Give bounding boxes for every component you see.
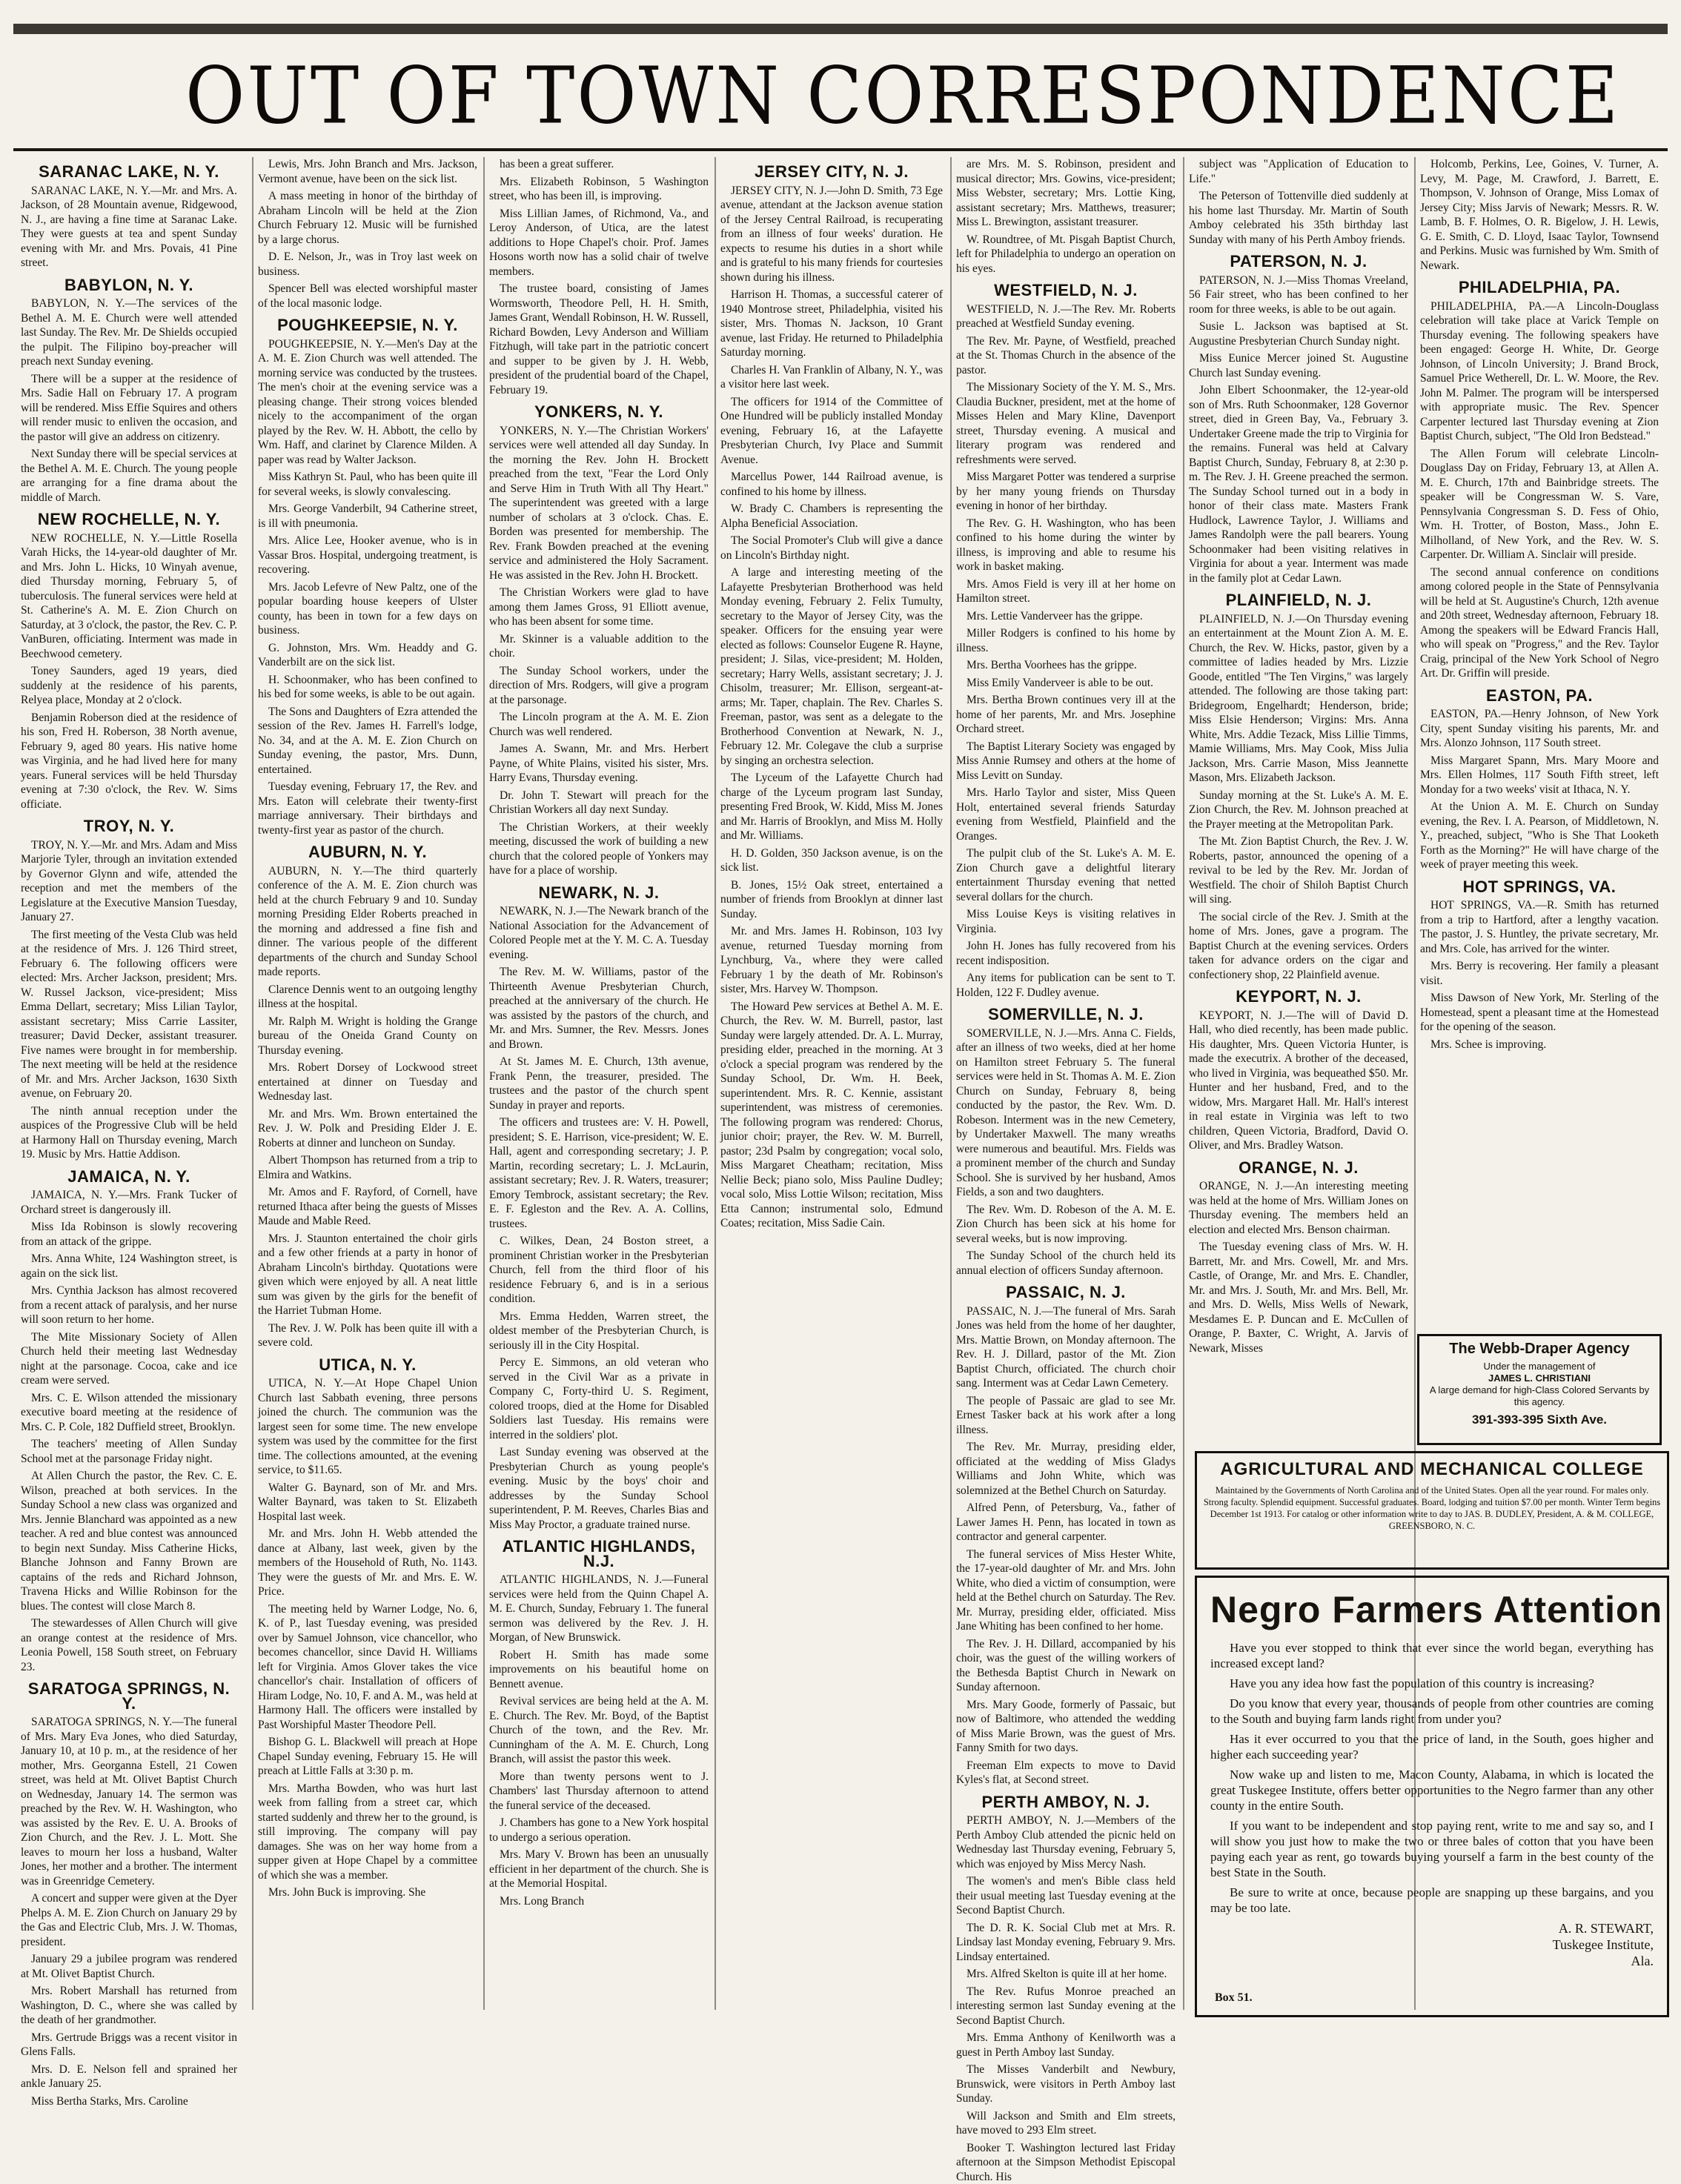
news-item: The Missionary Society of the Y. M. S., Mrs. Claudia Buckner, president, met at the home of Misses Helen and Mary Kline, Davenport street, Thursday evening. A musical and literary program was rendered and refreshments were served. <box>956 380 1176 467</box>
news-item: The women's and men's Bible class held their usual meeting last Tuesday evening at the Second Baptist Church. <box>956 1874 1176 1918</box>
news-item: Miss Dawson of New York, Mr. Sterling of the Homestead, spent a pleasant time at the Homestead for the opening of the season. <box>1420 991 1659 1035</box>
news-item: A large and interesting meeting of the Lafayette Presbyterian Brotherhood was held Monday evening, February 2. Felix Tumulty, secretary to the Mayor of Jersey City, was the speaker. Officers for the ensuing year were elected as follows: Counselor Eugene R. Hayne, president; J. Silas, vice-president; M. Holden, secretary; Harry Wells, assistant secretary; J. J. Chisolm, treasurer; Mr. Ellison, sergeant-at-arms; Mr. Taper, chaplain. The Rev. Charles S. Freeman, pastor, was sent as a delegate to the Brotherhood Convention at Newark, N. J., February 12. Mr. Colegave the club a surprise by singing an orchestra selection. <box>720 565 943 768</box>
news-item: ORANGE, N. J.—An interesting meeting was held at the home of Mrs. William Jones on Thursday evening. The members held an election and elected Mrs. Benson chairman. <box>1189 1179 1408 1237</box>
news-item: The funeral services of Miss Hester White, the 17-year-old daughter of Mr. and Mrs. John White, who died a victim of consumption, were held at the Bethel church on Saturday. The Rev. Mr. Murray, presiding elder, officiated. Miss Jane Whiting has been confined to her home. <box>956 1547 1176 1634</box>
news-item: Miss Margaret Potter was tendered a surprise by her many young friends on Thursday evening in honor of her birthday. <box>956 470 1176 514</box>
news-item: Mrs. Berry is recovering. Her family a pleasant visit. <box>1420 959 1659 988</box>
ad-address: 391-393-395 Sixth Ave. <box>1424 1413 1655 1427</box>
news-item: Miller Rodgers is confined to his home by illness. <box>956 626 1176 655</box>
news-item: Mr. and Mrs. Wm. Brown entertained the Rev. J. W. Polk and Presiding Elder J. E. Roberts at dinner and luncheon on Sunday. <box>258 1107 477 1151</box>
news-item: SOMERVILLE, N. J.—Mrs. Anna C. Fields, after an illness of two weeks, died at her home on Hamilton street February 5. The funeral services were held in St. Thomas A. M. E. Zion Church on Sunday, February 8, being conducted by the pastor, the Rev. Wm. D. Robeson. Interment was in the new Cemetery, by Undertaker Maxwell. The many wreaths were numerous and beautiful. Mrs. Fields was a prominent member of the church and Sunday School. She is survived by her husband, Amos Fields, a son and two daughters. <box>956 1026 1176 1200</box>
ad-title: AGRICULTURAL AND MECHANICAL COLLEGE <box>1203 1459 1661 1480</box>
news-item: Mrs. Emma Hedden, Warren street, the oldest member of the Presbyterian Church, is seriously ill in the City Hospital. <box>489 1310 709 1353</box>
news-item: The Rev. J. H. Dillard, accompanied by his choir, was the guest of the willing workers of the Bethesda Baptist Church in Newark on Sunday afternoon. <box>956 1637 1176 1695</box>
news-item: Charles H. Van Franklin of Albany, N. Y., was a visitor here last week. <box>720 363 943 392</box>
signature-name: A. R. STEWART, <box>1210 1920 1654 1936</box>
section-heading: SARANAC LAKE, N. Y. <box>21 165 237 179</box>
news-item: The officers for 1914 of the Committee of One Hundred will be publicly installed Monday evening, February 16, at the Lafayette Presbyterian Church, Ivy Place and Summit Avenue. <box>720 395 943 468</box>
section-heading: PLAINFIELD, N. J. <box>1189 593 1408 608</box>
ad-title: Negro Farmers Attention <box>1210 1588 1654 1631</box>
news-item: Mrs. J. Staunton entertained the choir girls and a few other friends at a party in honor of Abraham Lincoln's birthday. Quotations were given which were enjoyed by all. A neat little sum was given by the girls for the benefit of the Harriet Tubman Home. <box>258 1232 477 1318</box>
news-item: Miss Louise Keys is visiting relatives in Virginia. <box>956 907 1176 936</box>
news-item: The pulpit club of the St. Luke's A. M. E. Zion Church gave a delightful literary entertainment Thursday evening that netted several dollars for the church. <box>956 846 1176 904</box>
ad-body <box>1210 1640 1654 1916</box>
news-item: subject was "Application of Education to Life." <box>1189 157 1408 186</box>
news-item: The Sunday School workers, under the direction of Mrs. Rodgers, will give a program at the parsonage. <box>489 664 709 708</box>
news-item: The people of Passaic are glad to see Mr. Ernest Tasker back at his work after a long illness. <box>956 1394 1176 1438</box>
news-item: PLAINFIELD, N. J.—On Thursday evening an entertainment at the Mount Zion A. M. E. Church, the Rev. W. Hicks, pastor, given by a committee of ladies headed by Mrs. Lizzie Goode, entitled "The Ten Virgins," was largely attended. The following are those taking part: Bridegroom, Engelhardt; Henderson, bride; Miss Elsie Henderson; Virgins: Mrs. Anna White, Mrs. Addie Tezack, Miss Lillie Timms, Mamie Williams, Mrs. May Cook, Miss Julia Jackson, Mrs. Carrie Mason, Miss Jeannette Mason, Mrs. Elizabeth Jackson. <box>1189 612 1408 786</box>
section-heading: TROY, N. Y. <box>21 819 237 834</box>
news-item: The Rev. J. W. Polk has been quite ill with a severe cold. <box>258 1321 477 1350</box>
news-item: The Allen Forum will celebrate Lincoln-Douglass Day on Friday, February 13, at Allen A. M. E. Church, 17th and Bainbridge streets. The speaker will be Congressman W. S. Vare, Pennsylvania Congressman S. D. Fess of Ohio, Wm. H. Trotter, of Boston, Mass., John E. Milholland, of New York, and the Rev. W. S. Carpenter. Dr. William A. Sinclair will preside. <box>1420 447 1659 562</box>
news-item: Miss Emily Vanderveer is able to be out. <box>956 676 1176 691</box>
signature-state: Ala. <box>1210 1953 1654 1969</box>
news-item: Next Sunday there will be special services at the Bethel A. M. E. Church. The young people are arranging for a fine drama about the middle of March. <box>21 447 237 505</box>
column-separator <box>714 157 716 2010</box>
news-item: Mr. and Mrs. James H. Robinson, 103 Ivy avenue, returned Tuesday morning from Lynchburg, Va., where they were called February 1 by the death of Mr. Robinson's sister, Mrs. Harvey W. Thompson. <box>720 924 943 997</box>
news-item: Clarence Dennis went to an outgoing lengthy illness at the hospital. <box>258 983 477 1012</box>
section-heading: PHILADELPHIA, PA. <box>1420 280 1659 295</box>
news-item: Mrs. Robert Marshall has returned from Washington, D. C., where she was called by the death of her grandmother. <box>21 1984 237 2028</box>
section-heading: PATERSON, N. J. <box>1189 254 1408 269</box>
section-heading: NEWARK, N. J. <box>489 886 709 900</box>
news-item: The Sons and Daughters of Ezra attended the session of the Rev. James H. Farrell's lodge, No. 34, and at the A. M. E. Zion Church on Sunday evening, the pastor, Mrs. Dunn, entertained. <box>258 705 477 777</box>
news-item: James A. Swann, Mr. and Mrs. Herbert Payne, of White Plains, visited his sister, Mrs. Harry Evans, Thursday evening. <box>489 742 709 786</box>
column-separator <box>950 157 952 2010</box>
news-item: UTICA, N. Y.—At Hope Chapel Union Church last Sabbath evening, three persons joined the church. The communion was the largest seen for some time. The new envelope system was used by the committee for the first time. The collections amounted, at the evening service, to $11.65. <box>258 1376 477 1478</box>
news-item: Mrs. Jacob Lefevre of New Paltz, one of the popular boarding house keepers of Ulster county, has been in town for a few days on business. <box>258 580 477 638</box>
news-item: KEYPORT, N. J.—The will of David D. Hall, who died recently, has been made public. His daughter, Mrs. Queen Victoria Hunter, is made the executrix. A brother of the deceased, who lived in Virginia, was bequeathed $50. Mr. Hunter and her husband, Fred, and to the widow, Mrs. Margaret Hall. Mr. Hall's interest in real estate in Virginia was left to two children, Queen Victoria, Bradford, David O. Oliver, and Mrs. Bradley Watson. <box>1189 1009 1408 1153</box>
ad-box-number: Box 51. <box>1215 1991 1253 2005</box>
news-item: The Tuesday evening class of Mrs. W. H. Barrett, Mr. and Mrs. Cowell, Mr. and Mrs. Castle, of Orange, Mr. and Mrs. E. Chandler, Mr. and Mrs. J. South, Mr. and Mrs. Bell, Mr. and Mrs. D. Wells, Miss Wells of Newark, Mesdames E. P. Duncan and E. McCullen of Orange, P. Baxter, C. Wright, A. Jarvis of Newark, Misses <box>1189 1240 1408 1355</box>
news-item: The social circle of the Rev. J. Smith at the home of Mrs. Jones, gave a program. The Baptist Church at the evening services. Orders taken for advance orders on the cigar and confectionery shop, 22 Plainfield avenue. <box>1189 910 1408 983</box>
news-item: Mrs. John Buck is improving. She <box>258 1885 477 1900</box>
news-item: Mrs. Gertrude Briggs was a recent visitor in Glens Falls. <box>21 2031 237 2059</box>
news-item: EASTON, PA.—Henry Johnson, of New York City, spent Sunday visiting his parents, Mr. and Mrs. Alonzo Johnson, 117 South street. <box>1420 707 1659 751</box>
news-item: January 29 a jubilee program was rendered at Mt. Olivet Baptist Church. <box>21 1952 237 1981</box>
news-item: J. Chambers has gone to a New York hospital to undergo a serious operation. <box>489 1816 709 1845</box>
ad-paragraph: Have you any idea how fast the population of this country is increasing? <box>1210 1676 1654 1691</box>
news-item: are Mrs. M. S. Robinson, president and musical director; Mrs. Gowins, vice-president; Miss Webster, secretary; Mrs. Lottie King, assistant secretary; Mrs. Matthews, treasurer; Miss L. Brewington, assistant treasurer. <box>956 157 1176 230</box>
ad-paragraph: Be sure to write at once, because people are snapping up these bargains, and you may be too late. <box>1210 1885 1654 1916</box>
ad-paragraph: Has it ever occurred to you that the price of land, in the South, goes higher and higher each succeeding year? <box>1210 1731 1654 1762</box>
news-item: John H. Jones has fully recovered from his recent indisposition. <box>956 939 1176 968</box>
news-item: Sunday morning at the St. Luke's A. M. E. Zion Church, the Rev. M. Johnson preached at the Prayer meeting at the Metropolitan Park. <box>1189 789 1408 832</box>
column-1 <box>21 157 237 2017</box>
news-item: AUBURN, N. Y.—The third quarterly conference of the A. M. E. Zion church was held at the church February 9 and 10. Sunday morning Presiding Elder Roberts preached in the morning and addressed a fine fish and dinner. The various people of the different departments of the church and Sunday School made reports. <box>258 864 477 980</box>
news-item: The Rev. Mr. Payne, of Westfield, preached at the St. Thomas Church in the absence of the pastor. <box>956 334 1176 378</box>
news-item: The Christian Workers, at their weekly meeting, discussed the work of building a new church that the colored people of Yonkers may have for a place of worship. <box>489 820 709 878</box>
news-item: Holcomb, Perkins, Lee, Goines, V. Turner, A. Levy, M. Page, M. Crawford, J. Barrett, E. Thompson, V. Johnson of Orange, Miss Lomax of Jersey City; Miss Jarvis of Newark; Messrs. R. W. Lamb, B. F. Holmes, O. R. Bigelow, J. H. Lewis, G. E. Smith, C. D. Lloyd, Isaac Taylor, Townsend and Perkins. Music was furnished by Wm. Smith of Newark. <box>1420 157 1659 273</box>
ad-paragraph: Now wake up and listen to me, Macon County, Alabama, in which is located the great Tuskegee Institute, offers better opportunities to the Negro farmer than any other county in the entire South. <box>1210 1767 1654 1813</box>
news-item: Miss Ida Robinson is slowly recovering from an attack of the grippe. <box>21 1220 237 1249</box>
news-item: John Elbert Schoonmaker, the 12-year-old son of Mrs. Ruth Schoonmaker, 128 Governor street, died in Green Bay, Va., February 3. Undertaker Greene made the trip to Virginia for the remains. Funeral was held at Calvary Baptist Church, Sunday, February 8, at 2:30 p. m. The Rev. J. H. Greene preached the sermon. The Sunday School turned out in a body in honor of their class mate. Masters Frank Hudlock, Lawrence Taylor, J. Williams and James Randolph were the pall bearers. Young Schoonmaker had been visiting relatives in Virginia for about a year. Interment was made in the family plot at Cedar Lawn. <box>1189 383 1408 585</box>
section-heading: AUBURN, N. Y. <box>258 845 477 860</box>
section-heading: JERSEY CITY, N. J. <box>720 165 943 179</box>
news-item: Susie L. Jackson was baptised at St. Augustine Presbyterian Church Sunday night. <box>1189 319 1408 348</box>
news-item: Will Jackson and Smith and Elm streets, have moved to 293 Elm street. <box>956 2109 1176 2138</box>
column-separator <box>483 157 485 2010</box>
news-item: Mrs. C. E. Wilson attended the missionary executive board meeting at the residence of Mrs. C. P. Cole, 182 Duffield street, Brooklyn. <box>21 1391 237 1435</box>
news-item: Bishop G. L. Blackwell will preach at Hope Chapel Sunday evening, February 15. He will preach at Little Falls at 3:30 p. m. <box>258 1735 477 1779</box>
news-item: B. Jones, 15½ Oak street, entertained a number of friends from Brooklyn at dinner last Sunday. <box>720 878 943 922</box>
news-item: Mrs. George Vanderbilt, 94 Catherine street, is ill with pneumonia. <box>258 502 477 531</box>
news-item: The Social Promoter's Club will give a dance on Lincoln's Birthday night. <box>720 534 943 562</box>
news-item: PHILADELPHIA, PA.—A Lincoln-Douglass celebration will take place at Varick Temple on Thursday evening. The following speakers have been engaged: George H. White, Dr. George Johnson, of Lincoln University; J. Brand Brock, Samuel Price Wetherell, Dr. L. W. Moore, the Rev. John M. Palmer. The program will be interspersed with appropriate music. The Rev. Spencer Carpenter lectured last Thursday evening at Zion Baptist Church, subject, "The Old Iron Bedstead." <box>1420 299 1659 444</box>
ad-paragraph: Have you ever stopped to think that ever since the world began, everything has increased except land? <box>1210 1640 1654 1671</box>
news-item: TROY, N. Y.—Mr. and Mrs. Adam and Miss Marjorie Tyler, through an invitation extended by Governor Glynn and wife, attended the reception and met the members of the Legislature at the Executive Mansion Tuesday, January 27. <box>21 838 237 925</box>
news-item: C. Wilkes, Dean, 24 Boston street, a prominent Christian worker in the Presbyterian Church, fell from the third floor of his residence February 6, and is in a serious condition. <box>489 1234 709 1307</box>
column-separator <box>252 157 253 2010</box>
news-item: Revival services are being held at the A. M. E. Church. The Rev. Mr. Boyd, of the Baptist Church of the town, and the Rev. Mr. Cunningham of the A. M. E. Church, Long Branch, will assist the pastor this week. <box>489 1694 709 1767</box>
news-item: Lewis, Mrs. John Branch and Mrs. Jackson, Vermont avenue, have been on the sick list. <box>258 157 477 186</box>
column-5 <box>956 157 1176 2017</box>
news-item: The Rev. Mr. Murray, presiding elder, officiated at the wedding of Miss Gladys Williams and John White, which was solemnized at the Bethel Church on Saturday. <box>956 1440 1176 1498</box>
news-item: D. E. Nelson, Jr., was in Troy last week on business. <box>258 250 477 279</box>
news-item: The Howard Pew services at Bethel A. M. E. Church, the Rev. W. M. Burrell, pastor, last Sunday were largely attended. Dr. A. L. Murray, presiding elder, preached in the morning. At 3 o'clock a special program was rendered by the Sunday School, Dr. Wm. H. Beek, superintendent. Mrs. R. C. Kennie, assistant superintendent, was mistress of ceremonies. The following program was rendered: Chorus, junior choir; prayer, the Rev. W. M. Burrell, pastor; 23d Psalm by congregation; vocal solo, Miss Margaret Cheatham; recitation, Miss Nellie Beck; piano solo, Miss Pauline Dudley; vocal solo, Miss Lottie Wilson; recitation, Miss Etta Cannon; instrumental solo, Edmund Coates; recitation, Miss Sadie Cain. <box>720 1000 943 1231</box>
news-item: W. Brady C. Chambers is representing the Alpha Beneficial Association. <box>720 502 943 531</box>
column-2 <box>258 157 477 2017</box>
news-item: H. Schoonmaker, who has been confined to his bed for some weeks, is able to be out again. <box>258 673 477 702</box>
news-item: Robert H. Smith has made some improvements on his beautiful home on Bennett avenue. <box>489 1648 709 1692</box>
news-item: The Baptist Literary Society was engaged by Miss Annie Rumsey and others at the home of Miss Levitt on Sunday. <box>956 740 1176 783</box>
section-heading: WESTFIELD, N. J. <box>956 283 1176 298</box>
section-heading: YONKERS, N. Y. <box>489 405 709 419</box>
news-item: Miss Bertha Starks, Mrs. Caroline <box>21 2094 237 2109</box>
news-item: The Rev. G. H. Washington, who has been confined to his home during the winter by illness, is improving and able to resume his work in basket making. <box>956 517 1176 574</box>
news-item: Mrs. Alfred Skelton is quite ill at her home. <box>956 1967 1176 1982</box>
ad-paragraph: Do you know that every year, thousands of people from other countries are coming to the South and buying farm lands right from under you? <box>1210 1696 1654 1727</box>
news-item: The ninth annual reception under the auspices of the Progressive Club will be held at Harmony Hall on Thursday evening, March 19. Music by Mrs. Hattie Addison. <box>21 1104 237 1162</box>
news-item: Mrs. Martha Bowden, who was hurt last week from falling from a street car, which started suddenly and threw her to the ground, is still improving. The company will pay damages. She was on her way home from a supper given at Hope Chapel by a committee of which she was a member. <box>258 1782 477 1883</box>
news-item: Mrs. Schee is improving. <box>1420 1038 1659 1052</box>
section-heading: PERTH AMBOY, N. J. <box>956 1795 1176 1810</box>
ad-description: A large demand for high-Class Colored Servants by this agency. <box>1424 1384 1655 1408</box>
news-item: The D. R. K. Social Club met at Mrs. R. Lindsay last Monday evening, February 9. Mrs. Lindsay entertained. <box>956 1921 1176 1965</box>
signature-place: Tuskegee Institute, <box>1210 1936 1654 1953</box>
news-item: Mrs. Long Branch <box>489 1894 709 1909</box>
news-item: Marcellus Power, 144 Railroad avenue, is confined to his home by illness. <box>720 470 943 499</box>
section-heading: SOMERVILLE, N. J. <box>956 1007 1176 1022</box>
news-item: Any items for publication can be sent to T. Holden, 122 F. Dudley avenue. <box>956 971 1176 1000</box>
news-item: Booker T. Washington lectured last Friday afternoon at the Simpson Methodist Episcopal Church. His <box>956 2141 1176 2184</box>
news-item: YONKERS, N. Y.—The Christian Workers' services were well attended all day Sunday. In the morning the Rev. John H. Brockett preached from the text, "Fear the Lord Only and Serve Him in Truth With all Thy Heart." The superintendent was greeted with a large number of scholars at 3 o'clock. Chas. E. Borden was presented for membership. The Rev. Frank Bowden preached at the evening service and administered the Holy Sacrament. He was assisted in the Rev. John H. Brockett. <box>489 424 709 583</box>
news-item: Mrs. Mary Goode, formerly of Passaic, but now of Baltimore, who attended the wedding of Miss Marie Brown, was the guest of Mrs. Fanny Smith for two days. <box>956 1698 1176 1756</box>
masthead: OUT OF TOWN CORRESPONDENCE <box>185 48 1512 145</box>
news-item: G. Johnston, Mrs. Wm. Headdy and G. Vanderbilt are on the sick list. <box>258 641 477 670</box>
agricultural-college-ad <box>1195 1451 1669 1570</box>
news-item: Dr. John T. Stewart will preach for the Christian Workers all day next Sunday. <box>489 789 709 817</box>
column-7 <box>1420 157 1659 1076</box>
news-item: The Rev. M. W. Williams, pastor of the Thirteenth Avenue Presbyterian Church, preached at the anniversary of the church. He was assisted by the pastors of the church, and Mr. and Mrs. Sumner, the Rev. Messrs. Jones and Brown. <box>489 965 709 1052</box>
news-item: Mr. and Mrs. John H. Webb attended the dance at Albany, last week, given by the members of the Household of Ruth, No. 1143. They were the guests of Mr. and Mrs. E. W. Price. <box>258 1527 477 1599</box>
section-heading: ATLANTIC HIGHLANDS, N.J. <box>489 1539 709 1568</box>
ad-paragraph: If you want to be independent and stop paying rent, write to me and say so, and I will show you just how to make the two or three bales of cotton that you have been paying each year as rent, go towards buying yourself a farm in the best county of the best State in the South. <box>1210 1818 1654 1880</box>
news-item: PERTH AMBOY, N. J.—Members of the Perth Amboy Club attended the picnic held on Wednesday last Thursday evening, February 5, which was enjoyed by Miss Mercy Nash. <box>956 1813 1176 1871</box>
news-item: Last Sunday evening was observed at the Presbyterian Church as young people's evening. Music by the boys' choir and addresses by the Sunday School superintendent, P. M. Reeves, Charles Bias and Miss May Proctor, a graduate trained nurse. <box>489 1445 709 1532</box>
news-item: At Allen Church the pastor, the Rev. C. E. Wilson, preached at both services. In the Sunday School a new class was organized and Mrs. Jennie Blanchard was appointed as a new teacher. A red and blue contest was announced to begin next Sunday. Miss Catherine Hicks, Blanche Johnson and Fanny Brown are captains of the reds and Richard Johnson, Travena Hicks and Willie Robinson for the blues. The contest will close March 8. <box>21 1469 237 1613</box>
news-item: Miss Eunice Mercer joined St. Augustine Church last Sunday evening. <box>1189 351 1408 380</box>
masthead-rule <box>13 148 1668 151</box>
column-4 <box>720 157 943 2017</box>
news-item: The Lincoln program at the A. M. E. Zion Church was well rendered. <box>489 710 709 739</box>
ad-manager: JAMES L. CHRISTIANI <box>1424 1373 1655 1384</box>
news-item: Mr. Ralph M. Wright is holding the Grange bureau of the Oneida Grand County on Thursday evening. <box>258 1015 477 1058</box>
news-item: The Sunday School of the church held its annual election of officers Sunday afternoon. <box>956 1249 1176 1278</box>
news-item: The Rev. Rufus Monroe preached an interesting sermon last Sunday evening at the Second Baptist Church. <box>956 1985 1176 2028</box>
news-item: PASSAIC, N. J.—The funeral of Mrs. Sarah Jones was held from the home of her daughter, Mrs. Mattie Brown, on Monday afternoon. The Rev. H. J. Dillard, pastor of the Mt. Zion Baptist Church, officiated. The church choir sang. Interment was at Cedar Lawn Cemetery. <box>956 1304 1176 1391</box>
news-item: At St. James M. E. Church, 13th avenue, Frank Penn, the treasurer, presided. The trustees and the pastor of the church spent Sunday in prayer and reports. <box>489 1055 709 1112</box>
news-item: The stewardesses of Allen Church will give an orange contest at the residence of Mrs. Leonia Powell, 158 South street, on February 23. <box>21 1616 237 1674</box>
news-item: Mrs. Anna White, 124 Washington street, is again on the sick list. <box>21 1252 237 1281</box>
news-item: Freeman Elm expects to move to David Kyles's flat, at Second street. <box>956 1759 1176 1788</box>
top-rule <box>13 24 1668 34</box>
section-heading: POUGHKEEPSIE, N. Y. <box>258 318 477 333</box>
news-item: Mrs. Cynthia Jackson has almost recovered from a recent attack of paralysis, and her nurse will soon return to her home. <box>21 1284 237 1327</box>
webb-draper-ad <box>1417 1334 1662 1445</box>
section-heading: ORANGE, N. J. <box>1189 1161 1408 1175</box>
ad-text: Maintained by the Governments of North Carolina and of the United States. Open all the year round. For males only. Strong faculty. Splendid equipment. Successful graduates. Board, lodging and tuition $7.00 per month. Winter Term begins December 1st 1913. For catalog or other information write to day to JAS. B. DUDLEY, President, A. & M. COLLEGE, GREENSBORO, N. C. <box>1203 1484 1661 1532</box>
news-item: The second annual conference on conditions among colored people in the State of Pennsylvania will be held at St. Augustine's Church, 12th avenue and 20th street, Wednesday afternoon, February 18. Among the speakers will be Edward Francis Hall, who will speak on "Progress," and the Rev. Taylor Craig, principal of the New York School of Negro Art. Dr. Griffin will preside. <box>1420 565 1659 681</box>
news-item: Miss Kathryn St. Paul, who has been quite ill for several weeks, is slowly convalescing. <box>258 470 477 499</box>
news-item: Mr. Amos and F. Rayford, of Cornell, have returned Ithaca after being the guests of Misses Maude and Mable Reed. <box>258 1185 477 1229</box>
news-item: NEW ROCHELLE, N. Y.—Little Rosella Varah Hicks, the 14-year-old daughter of Mr. and Mrs. John L. Hicks, 10 Winyah avenue, died Thursday morning, February 5, of tuberculosis. The funeral services were held at St. Catherine's A. M. E. Zion Church on Saturday, at 3 o'clock, the pastor, the Rev. C. P. VanBuren, officiating. Interment was made in Beechwood cemetery. <box>21 531 237 662</box>
news-item: The meeting held by Warner Lodge, No. 6, K. of P., last Tuesday evening, was presided over by Samuel Johnson, vice chancellor, who becomes chancellor, since David H. Williams left for Virginia. Amos Glover takes the vice chancellor's chair. Installation of officers of Hiram Lodge, No. 10, F. and A. M., was held at Harmony Hall. The officers were installed by Past Worshipful Master Theodore Pell. <box>258 1602 477 1733</box>
section-heading: UTICA, N. Y. <box>258 1358 477 1373</box>
section-heading: NEW ROCHELLE, N. Y. <box>21 512 237 527</box>
news-item: The Rev. Wm. D. Robeson of the A. M. E. Zion Church has been sick at his home for several weeks, but is now improving. <box>956 1203 1176 1247</box>
news-item: JAMAICA, N. Y.—Mrs. Frank Tucker of Orchard street is dangerously ill. <box>21 1188 237 1217</box>
news-item: SARATOGA SPRINGS, N. Y.—The funeral of Mrs. Mary Eva Jones, who died Saturday, January 10, at 10 p. m., at the residence of her mother, Mrs. Georganna Estell, 21 Cowen street, was held at Mt. Olivet Baptist Church on Wednesday, January 14. The sermon was preached by the Rev. W. H. Washington, who was assisted by the Rev. E. U. A. Brooks of Zion Church, and the Rev. J. L. Mott. She leaves to mourn her loss a husband, Walter Jones, her mother and a brother. The interment was in Greenridge Cemetery. <box>21 1715 237 1888</box>
news-item: Mrs. Lettie Vanderveer has the grippe. <box>956 609 1176 624</box>
news-item: A mass meeting in honor of the birthday of Abraham Lincoln will be held at the Zion Church February 12. Music will be furnished by a large chorus. <box>258 189 477 247</box>
news-item: Mrs. Emma Anthony of Kenilworth was a guest in Perth Amboy last Sunday. <box>956 2031 1176 2059</box>
news-item: H. D. Golden, 350 Jackson avenue, is on the sick list. <box>720 846 943 875</box>
news-item: Harrison H. Thomas, a successful caterer of 1940 Montrose street, Philadelphia, visited his sister, Mrs. Thomas N. Jackson, 10 Grant avenue, last Friday. He returned to Philadelphia Saturday morning. <box>720 288 943 360</box>
news-item: Benjamin Roberson died at the residence of his son, Fred H. Roberson, 38 North avenue, February 9, aged 80 years. His native home was Virginia, and he had lived here for many years. Funeral services will be held Thursday evening at 7:30 o'clock, the Rev. W. Sims officiate. <box>21 711 237 812</box>
section-heading: SARATOGA SPRINGS, N. Y. <box>21 1682 237 1710</box>
news-item: Mrs. Alice Lee, Hooker avenue, who is in Vassar Bros. Hospital, undergoing treatment, is recovering. <box>258 534 477 577</box>
section-heading: PASSAIC, N. J. <box>956 1285 1176 1300</box>
news-item: HOT SPRINGS, VA.—R. Smith has returned from a trip to Hartford, after a lengthy vacation. The pastor, J. S. Huntley, the private secretary, Mr. and Mrs. Cole, has arrived for the winter. <box>1420 898 1659 956</box>
section-heading: HOT SPRINGS, VA. <box>1420 880 1659 894</box>
news-item: W. Roundtree, of Mt. Pisgah Baptist Church, left for Philadelphia to undergo an operation on his eyes. <box>956 233 1176 276</box>
news-item: Mrs. D. E. Nelson fell and sprained her ankle January 25. <box>21 2062 237 2091</box>
news-item: The Peterson of Tottenville died suddenly at his home last Thursday. Mr. Martin of South Amboy celebrated his 35th birthday last Sunday with many of his Perth Amboy friends. <box>1189 189 1408 247</box>
column-separator <box>1183 157 1184 2010</box>
news-item: PATERSON, N. J.—Miss Thomas Vreeland, 56 Fair street, who has been confined to her room for three weeks, is able to be out again. <box>1189 273 1408 317</box>
news-item: Albert Thompson has returned from a trip to Elmira and Watkins. <box>258 1153 477 1182</box>
news-item: The first meeting of the Vesta Club was held at the residence of Mrs. J. 126 Third street, February 6. The following officers were elected: Mrs. Archer Jackson, president; Mrs. W. Russel Jackson, vice-president; Miss Emma Dellart, secretary; Miss Lilian Taylor, assistant secretary; Miss Carrie Lassiter, treasurer; David Decker, assistant treasurer. Five names were brought in for membership. The next meeting will be held at the residence of Mr. and Mrs. Archer Jackson, 1630 Sixth avenue, on February 20. <box>21 928 237 1101</box>
section-heading: BABYLON, N. Y. <box>21 278 237 293</box>
news-item: Miss Margaret Spann, Mrs. Mary Moore and Mrs. Ellen Holmes, 117 South Fifth street, left Monday for a two weeks' visit at Ithaca, N. Y. <box>1420 754 1659 797</box>
negro-farmers-ad <box>1195 1576 1669 2017</box>
news-item: ATLANTIC HIGHLANDS, N. J.—Funeral services were held from the Quinn Chapel A. M. E. Church, Sunday, February 1. The funeral sermon was delivered by the Rev. J. H. Morgan, of New Brunswick. <box>489 1573 709 1645</box>
ad-management: Under the management of <box>1424 1361 1655 1373</box>
news-item: The Mt. Zion Baptist Church, the Rev. J. W. Roberts, pastor, announced the opening of a revival to be led by the Rev. Mr. Jordan of Westfield. The choir of Shiloh Baptist Church will sing. <box>1189 834 1408 907</box>
news-item: WESTFIELD, N. J.—The Rev. Mr. Roberts preached at Westfield Sunday evening. <box>956 302 1176 331</box>
news-item: Miss Lillian James, of Richmond, Va., and Leroy Anderson, of Utica, are the latest additions to Hope Chapel's choir. Prof. James Hosons worth now has a solid chair of twelve members. <box>489 207 709 279</box>
column-3 <box>489 157 709 2017</box>
news-item: Mrs. Elizabeth Robinson, 5 Washington street, who has been ill, is improving. <box>489 175 709 204</box>
news-item: Walter G. Baynard, son of Mr. and Mrs. Walter Baynard, was taken to St. Elizabeth Hospital last week. <box>258 1481 477 1524</box>
news-item: SARANAC LAKE, N. Y.—Mr. and Mrs. A. Jackson, of 28 Mountain avenue, Ridgewood, N. J., are having a fine time at Saranac Lake. They were guests at tea and spent Sunday evening with Mr. and Mrs. Povais, 41 Pine street. <box>21 184 237 270</box>
section-heading: EASTON, PA. <box>1420 688 1659 703</box>
news-item: Spencer Bell was elected worshipful master of the local masonic lodge. <box>258 282 477 311</box>
news-item: Toney Saunders, aged 19 years, died suddenly at the residence of his parents, Relyea place, Monday at 2 o'clock. <box>21 664 237 708</box>
news-item: Mrs. Robert Dorsey of Lockwood street entertained at dinner on Tuesday and Wednesday last. <box>258 1061 477 1104</box>
news-item: Mrs. Mary V. Brown has been an unusually efficient in her department of the church. She is at the Memorial Hospital. <box>489 1848 709 1891</box>
news-item: There will be a supper at the residence of Mrs. Sadie Hall on February 17. A program will be rendered. Miss Effie Squires and others will render music to enliven the occasion, and the pastor will give an address on citizenry. <box>21 372 237 445</box>
news-item: Mrs. Harlo Taylor and sister, Miss Queen Holt, entertained several friends Saturday evening from Westfield, Plainfield and the Oranges. <box>956 786 1176 843</box>
news-item: Tuesday evening, February 17, the Rev. and Mrs. Eaton will celebrate their twenty-first marriage anniversary. Their birthdays and twenty-first year as pastor of the church. <box>258 780 477 837</box>
section-heading: KEYPORT, N. J. <box>1189 989 1408 1004</box>
news-item: Mrs. Amos Field is very ill at her home on Hamilton street. <box>956 577 1176 606</box>
news-item: Mr. Skinner is a valuable addition to the choir. <box>489 632 709 661</box>
news-item: At the Union A. M. E. Church on Sunday evening, the Rev. I. A. Pearson, of Middletown, N. Y., preached, subject, "Who is She That Looketh Forth as the Morning?" He will have charge of the week of prayer meeting this week. <box>1420 800 1659 872</box>
ad-signature <box>1210 1920 1654 1969</box>
news-item: BABYLON, N. Y.—The services of the Bethel A. M. E. Church were well attended last Sunday. The Rev. Mr. De Shields occupied the pulpit. The Filipino boy-preacher will preach next Sunday evening. <box>21 296 237 369</box>
news-item: NEWARK, N. J.—The Newark branch of the National Association for the Advancement of Colored People met at the Y. M. C. A. Tuesday evening. <box>489 904 709 962</box>
news-item: The trustee board, consisting of James Wormsworth, Theodore Pell, H. H. Smith, James Grant, Wendall Robinson, H. W. Russell, Richard Bowden, Levy Anderson and William Fitzhugh, will take part in the patriotic concert and supper to be given by J. H. Webb, president of the prudential board of the Chapel, February 19. <box>489 282 709 397</box>
section-heading: JAMAICA, N. Y. <box>21 1169 237 1184</box>
news-item: JERSEY CITY, N. J.—John D. Smith, 73 Ege avenue, attendant at the Jackson avenue station of the Jersey Central Railroad, is recuperating from an illness of four weeks' duration. He expects to resume his duties in a short while and is grateful to his many friends for courtesies shown during his illness. <box>720 184 943 285</box>
news-item: A concert and supper were given at the Dyer Phelps A. M. E. Zion Church on January 29 by the Gas and Electric Club, Mrs. J. W. Thomas, president. <box>21 1891 237 1949</box>
news-item: The teachers' meeting of Allen Sunday School met at the parsonage Friday night. <box>21 1437 237 1466</box>
news-item: The Mite Missionary Society of Allen Church held their meeting last Wednesday night at the parsonage. Cocoa, cake and ice cream were served. <box>21 1330 237 1388</box>
news-item: Mrs. Bertha Voorhees has the grippe. <box>956 658 1176 673</box>
news-item: The officers and trustees are: V. H. Powell, president; S. E. Harrison, vice-president; W. E. Hall, agent and corresponding secretary; J. P. Martin, recording secretary; L. J. McLaurin, assistant secretary; Rev. J. R. Waters, treasurer; Emory Tembrock, assistant secretary; the Rev. E. F. Egleston and the Rev. A. A. Collins, trustees. <box>489 1115 709 1231</box>
news-item: has been a great sufferer. <box>489 157 709 172</box>
news-item: The Misses Vanderbilt and Newbury, Brunswick, were visitors in Perth Amboy last Sunday. <box>956 2062 1176 2106</box>
news-item: More than twenty persons went to J. Chambers' last Thursday afternoon to attend the funeral service of the deceased. <box>489 1770 709 1813</box>
news-item: The Lyceum of the Lafayette Church had charge of the Lyceum program last Sunday, presenting Fred Brook, W. Kidd, Miss M. Jones and Mr. Harris of Brooklyn, and Miss M. Holly and Mr. Williams. <box>720 771 943 843</box>
news-item: Alfred Penn, of Petersburg, Va., father of Lawer James H. Penn, has located in town as contractor and general carpenter. <box>956 1501 1176 1544</box>
news-item: Mrs. Bertha Brown continues very ill at the home of her parents, Mr. and Mrs. Josephine Orchard street. <box>956 693 1176 737</box>
news-item: Percy E. Simmons, an old veteran who served in the Civil War as a private in Company C, Forty-third U. S. Regiment, colored troops, died at the Home for Disabled Soldiers last Tuesday. His remains were interred in the soldiers' plot. <box>489 1355 709 1442</box>
news-item: POUGHKEEPSIE, N. Y.—Men's Day at the A. M. E. Zion Church was well attended. The morning service was conducted by the trustees. The men's choir at the evening service was a pleasing change. Their strong voices blended nicely to the accompaniment of the organ played by the Rev. W. H. Abbott, the cello by Wm. Haff, and clarinet by Clarence Milden. A paper was read by Walter Jackson. <box>258 337 477 468</box>
news-item: The Christian Workers were glad to have among them James Gross, 91 Elliott avenue, who has been absent for some time. <box>489 585 709 629</box>
ad-title: The Webb-Draper Agency <box>1424 1341 1655 1358</box>
